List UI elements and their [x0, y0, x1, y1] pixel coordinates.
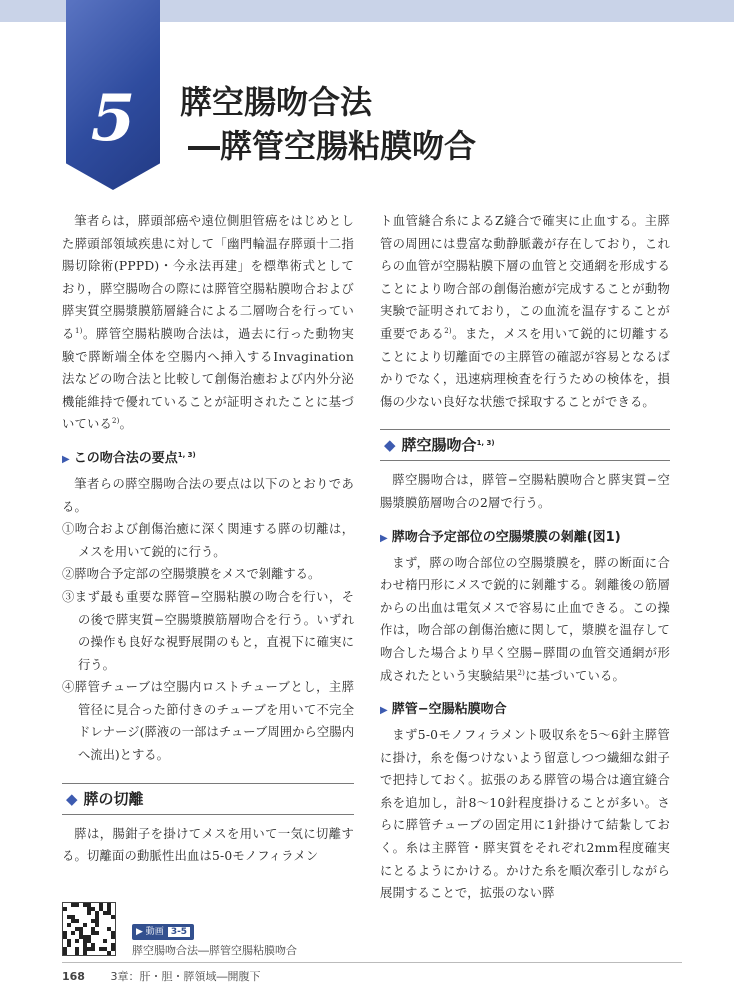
page-number: 168: [62, 970, 85, 983]
ref-mark: 1): [74, 326, 83, 335]
list-item: ①吻合および創傷治癒に深く関連する膵の切離は，メスを用いて鋭的に行う。: [62, 522, 354, 559]
video-caption: 膵空腸吻合法―膵管空腸粘膜吻合: [132, 944, 297, 957]
diamond-icon: ◆: [66, 789, 78, 808]
continued-paragraph: ト血管縫合糸によるZ縫合で確実に止血する。主膵管の周囲には豊富な動静脈叢が存在しており，これらの血管が空腸粘膜下層の血管と交通網を形成することにより吻合部の創傷治癒が完成することが動物実験で証明されており，この血流を温存することが重要である$^{2)}$。また，メスを用いて鋭的に切離することにより切離面での主膵管の確認が容易となるばかりでなく，迅速病理検査を行うための検体を，損傷の少ない良好な状態で採取することができる。: [380, 214, 670, 409]
page-title: [180, 80, 476, 168]
triangle-icon: ▶: [380, 705, 388, 717]
section-paragraph: 膵は，腸鉗子を掛けてメスを用いて一気に切離する。切離面の動脈性出血は5-0モノフィラメン: [62, 826, 354, 864]
video-icon: ▶: [136, 927, 146, 937]
ref-mark: 2): [517, 668, 526, 677]
left-column: [62, 210, 354, 868]
list-item: ④膵管チューブは空腸内ロストチューブとし，主膵管径に見合った節付きのチューブを用いて不完全ドレナージ(膵液の一部はチューブ周囲から空腸内へ流出)とする。: [62, 680, 354, 763]
points-lead: 筆者らの膵空腸吻合法の要点は以下のとおりである。: [62, 476, 354, 514]
subheading-serosa-peeling: ▶ 膵吻合予定部位の空腸漿膜の剝離(図1): [380, 529, 621, 545]
footer-chapter: 3章：肝・胆・膵領域―開腹下: [110, 970, 261, 983]
triangle-icon: ▶: [62, 453, 70, 465]
diamond-icon: ◆: [384, 436, 396, 455]
ref-mark: 2): [112, 417, 120, 426]
video-reference[interactable]: [62, 902, 354, 958]
subsection-paragraph: まず，膵の吻合部位の空腸漿膜を，膵の断面に合わせ楕円形にメスで鋭的に剝離する。剝離後の筋層からの出血は電気メスで容易に止血できる。この操作は，吻合部の創傷治癒に関して，漿膜を温存して吻合した場合より早く空腸−膵間の血管交通網が形成されたという実験結果$^{2)}$に基づいている。: [380, 555, 670, 683]
qr-code-icon[interactable]: [62, 902, 116, 956]
footer-divider: [62, 962, 682, 963]
ref-mark: 2): [444, 326, 452, 335]
chapter-number: 5: [90, 81, 136, 156]
title-line2: ―膵管空腸粘膜吻合: [188, 127, 477, 165]
points-heading: ▶ この吻合法の要点$^{1, 3)}$: [62, 450, 196, 466]
title-line1: 膵空腸吻合法: [180, 83, 373, 121]
triangle-icon: ▶: [380, 532, 388, 544]
right-column: [380, 210, 670, 905]
video-badge: ▶ 動画 3-5: [132, 924, 194, 940]
list-item: ②膵吻合予定部の空腸漿膜をメスで剝離する。: [62, 567, 321, 582]
section-paragraph: 膵空腸吻合は，膵管−空腸粘膜吻合と膵実質−空腸漿膜筋層吻合の2層で行う。: [380, 473, 670, 510]
footer: [62, 968, 260, 984]
subsection-paragraph: まず5-0モノフィラメント吸収糸を5〜6針主膵管に掛け，糸を傷つけないよう留意しつつ繊細な鉗子で把持しておく。拡張のある膵管の場合は適宜縫合糸を追加し，計8〜10針程度掛けることが多い。さらに膵管チューブの固定用に1針掛けて結紮しておく。糸は主膵管・膵実質をそれぞれ2mm程度確実にとるようにかける。かけた糸を順次牽引しながら展開することで，拡張のない膵: [380, 728, 670, 901]
section-heading-pancreas-transection: ◆ 膵の切離: [62, 783, 354, 815]
subheading-duct-mucosa: ▶ 膵管−空腸粘膜吻合: [380, 702, 507, 718]
intro-paragraph: 筆者らは，膵頭部癌や遠位側胆管癌をはじめとした膵頭部領域疾患に対して「幽門輪温存膵頭十二指腸切除術(PPPD)・今永法再建」を標準術式としており，膵空腸吻合の際には膵管空腸粘膜吻合および膵実質空腸漿膜筋層縫合による二層吻合を行っている$^{1)}$。膵管空腸粘膜吻合法は，過去に行った動物実験で膵断端全体を空腸内へ挿入するInvagination法などの吻合法と比較して創傷治癒および内外分泌機能維持で優れていることが証明されたことに基づいている$^{2)}$。: [62, 214, 355, 432]
points-list: [62, 518, 354, 767]
list-item: ③まず最も重要な膵管−空腸粘膜の吻合を行い，その後で膵実質−空腸漿膜筋層吻合を行う。いずれの操作も良好な視野展開のもと，直視下に確実に行う。: [62, 589, 354, 672]
section-heading-pancreaticojejunostomy: ◆ 膵空腸吻合$^{1, 3)}$: [380, 429, 670, 461]
